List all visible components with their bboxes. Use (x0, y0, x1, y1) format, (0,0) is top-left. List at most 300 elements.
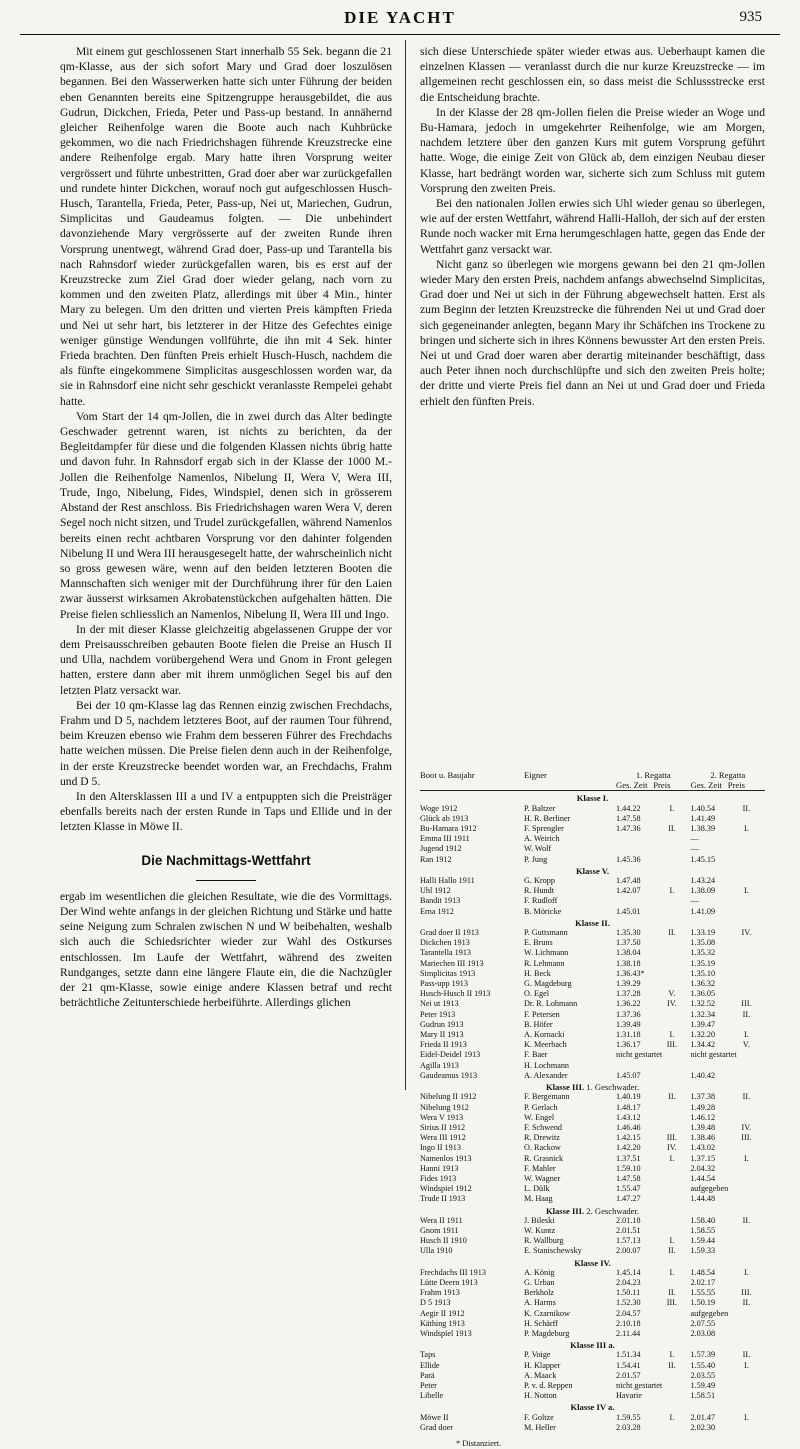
race1-time-cell: 1.36.43* (616, 968, 645, 978)
boat-cell: Peter (420, 1380, 437, 1390)
boat-cell: Nibelung II 1912 (420, 1092, 477, 1102)
race1-prize-cell (653, 834, 690, 844)
race1-prize-cell: II. (668, 1092, 676, 1102)
race1-prize-cell (653, 969, 690, 979)
race1-prize-cell: II. (668, 824, 676, 834)
race1-time-cell: 1.39.49 (616, 1019, 641, 1029)
race2-time-cell: 1.40.54 (690, 803, 716, 813)
race2-time-cell: 1.45.15 (690, 854, 716, 864)
race1-time-cell: 1.47.58 (616, 813, 641, 823)
race1-prize-cell: V. (668, 989, 676, 999)
race2-time-cell: 2.02.30 (690, 1422, 716, 1432)
results-table-block (420, 770, 765, 1449)
race1-prize-cell (653, 1371, 690, 1381)
boat-cell: Ingo II 1913 (420, 1143, 461, 1153)
owner-cell: F. Schwend (524, 1122, 563, 1132)
table-row (420, 1350, 765, 1360)
table-row (420, 1371, 765, 1381)
race1-time-cell: 1.40.19 (616, 1092, 641, 1102)
race1-prize-cell (653, 1113, 690, 1123)
race1-prize-cell (653, 938, 690, 948)
paragraph: Vom Start der 14 qm-Jollen, die in zwei durch das Alter bedingte Geschwader getrennt waren, ist nichts zu berichten, da der Begleitdampfer für diese und die folgenden Klassen nichts übrig hatte und davon fuhr. In Rahnsdorf ergab sich in der Klasse der 1000 M.-Jollen die Reihenfolge Namenlos, Nibelung II, Wera V, Wera III, Trude, Ingo, Nibelung, Fides, Windspiel, denen sich in grösserem Abstand der Rest anschloss. Bis Friedrichshagen waren Wera V, deren Segel noch nicht sitzen, und Trudel zurückgefallen, während Namenlos bereits einen recht achtbaren Vorsprung vor den dahinter folgenden Nibelung II und Wera III herausgesegelt hatte, der wahrscheinlich nicht so gross gewesen wäre, wenn auf den beiden letzteren Booten die Mannschaften sich weniger mit der Durchführung ihrer für den Laien zwar äusserst wirksamen Akrobatenstückchen aufgehalten hätten. Die Preise fielen schliesslich an Namenlos, Nibelung II, Wera III und Ingo. (60, 409, 392, 621)
race2-prize-cell (728, 1113, 765, 1123)
race1-time-cell: 1.47.58 (616, 1173, 641, 1183)
race1-prize-cell: I. (669, 1350, 675, 1360)
column-header-prize1: Preis (653, 780, 671, 791)
race1-time-cell: 1.35.30 (616, 928, 641, 938)
owner-cell: W. Wagner (524, 1173, 561, 1183)
race2-prize-cell: I. (743, 1360, 749, 1370)
race2-prize-cell (728, 1061, 765, 1071)
race2-prize-cell (728, 1071, 765, 1081)
table-row (420, 886, 765, 896)
race1-time-cell (616, 834, 653, 844)
race2-prize-cell: III. (741, 999, 752, 1009)
class-group-cell (420, 1081, 765, 1092)
boat-cell: Husch-Husch II 1913 (420, 989, 491, 999)
table-row (420, 907, 765, 917)
race1-prize-cell (653, 1391, 690, 1401)
race2-time-cell: — (690, 896, 699, 906)
race1-time-cell: nicht gestartet (616, 1050, 663, 1060)
race2-prize-cell: I. (743, 1412, 749, 1422)
race1-prize-cell (653, 1226, 690, 1236)
race2-time-cell: 1.36.05 (690, 989, 716, 999)
boat-cell: Lütte Deern 1913 (420, 1277, 478, 1287)
boat-cell: Käthing 1913 (420, 1318, 465, 1328)
class-group-cell (420, 1339, 765, 1350)
empty-cell (420, 780, 524, 791)
owner-cell: W. Kuntz (524, 1225, 556, 1235)
column-header-owner: Eigner (524, 770, 547, 780)
owner-cell: R. Grasnick (524, 1153, 564, 1163)
race1-prize-cell (653, 1329, 690, 1339)
race2-time-cell: aufgegeben (690, 1308, 729, 1318)
class-group-cell (420, 792, 765, 803)
race1-time-cell: 1.46.46 (616, 1122, 641, 1132)
race2-prize-cell: II. (742, 1350, 751, 1360)
race1-prize-cell (653, 1061, 690, 1071)
class-group-cell (420, 1257, 765, 1268)
race1-prize-cell: II. (668, 928, 676, 938)
table-row (420, 938, 765, 948)
boat-cell: Grad doer II 1913 (420, 928, 479, 938)
table-row (420, 948, 765, 958)
race1-time-cell: 1.31.18 (616, 1030, 641, 1040)
race2-time-cell: aufgegeben (690, 1184, 729, 1194)
boat-cell: Bu-Hamara 1912 (420, 824, 477, 834)
boat-cell: Frieda II 1913 (420, 1040, 467, 1050)
class-label: Klasse IV a. (570, 1402, 615, 1413)
boat-cell: Glück ab 1913 (420, 813, 469, 823)
race1-time-cell: 2.01.57 (616, 1370, 641, 1380)
table-row (420, 1123, 765, 1133)
race1-prize-cell: IV. (667, 1143, 677, 1153)
class-label: Klasse II. (575, 917, 610, 928)
owner-cell: H. Beck (524, 968, 551, 978)
table-row (420, 1413, 765, 1423)
race2-prize-cell (728, 1143, 765, 1153)
race2-prize-cell (728, 1164, 765, 1174)
owner-cell: R. Hundt (524, 886, 555, 896)
owner-cell: B. Höfer (524, 1019, 553, 1029)
page-header (0, 8, 800, 30)
race2-time-cell: 1.49.28 (690, 1102, 716, 1112)
race2-time-cell: 1.35.32 (690, 948, 716, 958)
table-row (420, 989, 765, 999)
race1-prize-cell (653, 1184, 690, 1194)
race1-time-cell: 1.55.47 (616, 1184, 641, 1194)
race1-time-cell: 1.37.50 (616, 938, 641, 948)
owner-cell: P. Guttsmann (524, 928, 568, 938)
race2-time-cell: 1.46.12 (690, 1112, 716, 1122)
table-row (420, 1268, 765, 1278)
table-row (420, 896, 765, 906)
race2-time-cell: 1.35.19 (690, 958, 716, 968)
column-header-time1: Ges. Zeit (616, 780, 648, 791)
boat-cell: Halli Hallo 1911 (420, 876, 475, 886)
owner-cell: P. Jung (524, 854, 548, 864)
race2-time-cell (691, 1061, 728, 1071)
boat-cell: Fides 1913 (420, 1173, 457, 1183)
race2-prize-cell: I. (743, 1030, 749, 1040)
boat-cell: Emma III 1911 (420, 834, 470, 844)
race2-time-cell: 2.07.55 (690, 1318, 716, 1328)
race2-time-cell: 2.04.32 (690, 1163, 716, 1173)
owner-cell: H. R. Berliner (524, 813, 571, 823)
owner-cell: E. Stanischewsky (524, 1246, 582, 1256)
right-column (420, 44, 765, 409)
race2-prize-cell (728, 814, 765, 824)
race2-prize-cell (728, 896, 765, 906)
boat-cell: Libelle (420, 1391, 444, 1401)
race1-prize-cell: I. (669, 1412, 675, 1422)
owner-cell: K. Meerbach (524, 1040, 567, 1050)
boat-cell: Uhl 1912 (420, 886, 451, 896)
race1-prize-cell: III. (666, 1298, 677, 1308)
race2-prize-cell: I. (743, 886, 749, 896)
class-label: Klasse V. (575, 865, 610, 876)
class-group-row (420, 1205, 765, 1216)
race1-time-cell: 1.45.07 (616, 1070, 641, 1080)
race2-time-cell: 1.41.49 (690, 813, 716, 823)
footnote: * Distanziert. (456, 1439, 502, 1448)
boat-cell: Gaudeamus 1913 (420, 1070, 478, 1080)
race1-time-cell: 1.42.20 (616, 1143, 641, 1153)
boat-cell: Wera V 1913 (420, 1112, 464, 1122)
race2-prize-cell (728, 938, 765, 948)
boat-cell: Taps (420, 1350, 436, 1360)
boat-cell: Woge 1912 (420, 803, 458, 813)
table-row (420, 1174, 765, 1184)
table-row (420, 1061, 765, 1071)
paragraph: Mit einem gut geschlossenen Start innerhalb 55 Sek. begann die 21 qm-Klasse, aus der sich sofort Mary und Grad doer loszulösen begannen. Bei den Wasserwerken hatte sich unter Führung der beiden eben Genannten bereits eine Spitzengruppe herausgebildet, die aus Gudrun, Dickchen, Frieda, Peter und Pass-up bestand. In annähernd gleicher Reihenfolge waren die Boote auch nach Kuhbrücke gekommen, wo die nach Friedrichshagen führende Kreuzstrecke eine andere Reihenfolge ergab. Mary hatte ihren Vorsprung weiter vergrössert und führte unbestritten, Grad doer aber war zurückgefallen und rundete hinter Dickchen, worauf noch gut aufgeschlossen Husch-Husch, Tarantella, Frieda, Peter, Pass-up, Nei ut, Mariechen, Gudrun, Simplicitas und Gaudeamus folgten. — Die unbehindert davonziehende Mary vergrösserte auf der zweiten Runde ihren Vorsprung unentwegt, während Grad doer, Pass-up und Tarantella bis nach Rahnsdorf wieder zurückgefallen waren, bis es erst auf der Kreuzstrecke zum Ziel Grad doer wieder gelang, nach vorn zu kommen und den zweiten Platz, allerdings mit über 4 Min., hinter Mary zu belegen. Um den dritten und vierten Preis kämpften Frieda und Nei ut sehr hart, bis letzterer in der Hitze des Gefechtes einige weniger günstige Wendungen vollführte, die ihn mit 4 Sek. hinter Frieda brachten. Den fünften Preis erhielt Husch-Husch, nachdem die als fünfte eingekommene Simplicitas ausgeschlossen worden war, da sie in Rahnsdorf eine nicht sehr geschickt veranlasste Rempelei gehabt hatte. (60, 45, 392, 408)
owner-cell: A. Alexander (524, 1070, 568, 1080)
table-row (420, 928, 765, 938)
race2-prize-cell (728, 876, 765, 886)
race1-prize-cell: I. (669, 1153, 675, 1163)
paragraph: sich diese Unterschiede später wieder etwas aus. Ueberhaupt kamen die einzelnen Klassen — veranlasst durch die nur kurze Kreuzstrecke — im allgemeinen recht geschlossen ein, so dass meist die Schlussstrecke erst die Entscheidung brachte. (420, 45, 765, 104)
page-number: 935 (739, 9, 762, 25)
table-row (420, 1278, 765, 1288)
table-row (420, 804, 765, 814)
race1-time-cell: 2.10.18 (616, 1318, 641, 1328)
race2-time-cell: 1.58.40 (690, 1215, 716, 1225)
race2-time-cell: 1.35.10 (690, 968, 716, 978)
race2-time-cell: 1.38.46 (690, 1133, 716, 1143)
race1-prize-cell (653, 1164, 690, 1174)
race2-time-cell: 1.38.09 (690, 886, 716, 896)
boat-cell: D 5 1913 (420, 1298, 451, 1308)
boat-cell: Ulla 1910 (420, 1246, 453, 1256)
owner-cell: L. Dülk (524, 1184, 550, 1194)
table-row (420, 969, 765, 979)
race2-prize-cell (728, 1423, 765, 1433)
race1-time-cell: 1.44.22 (616, 803, 641, 813)
race2-time-cell: 2.03.08 (690, 1328, 716, 1338)
race1-time-cell: 1.50.11 (616, 1288, 641, 1298)
boat-cell: Wera II 1911 (420, 1215, 463, 1225)
race1-prize-cell: III. (666, 1040, 677, 1050)
race1-time-cell: 1.54.41 (616, 1360, 641, 1370)
boat-cell: Wera III 1912 (420, 1133, 466, 1143)
race1-time-cell: 1.42.07 (616, 886, 641, 896)
table-row (420, 1361, 765, 1371)
race1-prize-cell (653, 907, 690, 917)
race2-time-cell: 2.02.17 (690, 1277, 716, 1287)
class-group-row (420, 1339, 765, 1350)
boat-cell: Windspiel 1913 (420, 1328, 472, 1338)
owner-cell: P. v. d. Reppen (524, 1380, 573, 1390)
boat-cell: Aegir II 1912 (420, 1308, 465, 1318)
class-note: 2. Geschwader. (586, 1205, 640, 1216)
owner-cell: F. Goltze (524, 1412, 554, 1422)
race1-time-cell: 2.03.28 (616, 1422, 641, 1432)
race1-time-cell: 2.04.57 (616, 1308, 641, 1318)
race1-prize-cell (653, 948, 690, 958)
boat-cell: Bandit 1913 (420, 896, 461, 906)
class-group-cell (420, 1205, 765, 1216)
boat-cell: Möwe II (420, 1412, 449, 1422)
race1-prize-cell: II. (668, 1288, 676, 1298)
table-row (420, 1216, 765, 1226)
race2-prize-cell (728, 1391, 765, 1401)
race2-prize-cell: III. (741, 1288, 752, 1298)
race1-prize-cell: I. (669, 1030, 675, 1040)
boat-cell: Dickchen 1913 (420, 938, 470, 948)
owner-cell: M. Heller (524, 1422, 556, 1432)
boat-cell: Erna 1912 (420, 906, 454, 916)
race2-prize-cell (728, 1278, 765, 1288)
race1-prize-cell: IV. (667, 999, 677, 1009)
column-divider (405, 40, 406, 1090)
boat-cell: Gudrun 1913 (420, 1019, 464, 1029)
race1-prize-cell (653, 855, 690, 865)
table-row (420, 834, 765, 844)
race2-time-cell: 1.36.32 (690, 979, 716, 989)
boat-cell: Parä (420, 1370, 435, 1380)
table-row (420, 1071, 765, 1081)
table-row (420, 824, 765, 834)
race2-prize-cell (728, 989, 765, 999)
race1-time-cell: 1.45.01 (616, 906, 641, 916)
race2-time-cell: 2.03.55 (690, 1370, 716, 1380)
race2-time-cell: 1.58.51 (690, 1391, 716, 1401)
table-row (420, 1184, 765, 1194)
owner-cell: H. Klapper (524, 1360, 561, 1370)
left-column (60, 44, 392, 1010)
race2-time-cell: nicht gestartet (690, 1050, 737, 1060)
owner-cell: E. Bruns (524, 938, 553, 948)
table-subheader-row (420, 780, 765, 791)
race1-prize-cell (653, 1423, 690, 1433)
race2-prize-cell (728, 1381, 765, 1391)
race1-prize-cell (653, 1278, 690, 1288)
owner-cell: O. Rackow (524, 1143, 561, 1153)
race2-prize-cell: V. (742, 1040, 750, 1050)
race2-time-cell: 1.59.44 (690, 1236, 716, 1246)
paragraph: Nicht ganz so überlegen wie morgens gewann bei den 21 qm-Jollen wieder Mary den ersten Preis, nachdem anfangs abwechselnd Simplicitas, Grad doer und Nei ut sich in der Führung abgewechselt hatten. Erst als zum Beginn der letzten Kreuzstrecke die führenden Nei ut und Grad doer sich gegeneinander anlegten, begann Mary ihr Schäfchen ins Trockene zu bringen und sicherte sich in ihres Könnens bewusster Art den ersten Preis. Nei ut und Grad doer waren aber derartig miteinander beschäftigt, dass auch Peter ihnen noch durchschlüpfte und sich den zweiten Preis holte; der dritte und vierte Preis fiel dann an Nei ut und Grad doer und Frieda erhielt den fünften Preis. (420, 257, 765, 408)
running-title: DIE YACHT (344, 8, 456, 27)
race2-prize-cell (728, 1226, 765, 1236)
class-label: Klasse IV. (574, 1257, 611, 1268)
race2-prize-cell (728, 1329, 765, 1339)
race1-time-cell: 1.37.36 (616, 1009, 641, 1019)
race1-prize-cell (653, 896, 690, 906)
race2-prize-cell: II. (742, 1009, 751, 1019)
race1-prize-cell (653, 1071, 690, 1081)
owner-cell: O. Egel (524, 989, 550, 999)
column-header-race1: 1. Regatta (635, 770, 671, 780)
race1-prize-cell: II. (668, 1246, 676, 1256)
paragraph: In der mit dieser Klasse gleichzeitig abgelassenen Gruppe der vor dem Preisausschreiben gebauten Boote fielen die Preise an Husch II und Ulla, nachdem vorübergehend Wera und Gnom in Front gelegen hatten, erstere dann aber mit ihrem unmöglichen Segel bis auf den letzten Platz versackt war. (60, 622, 392, 697)
boat-cell: Tarantella 1913 (420, 948, 472, 958)
boat-cell: Frahm 1913 (420, 1288, 460, 1298)
column-header-race2: 2. Regatta (710, 770, 746, 780)
race1-time-cell: 1.47.27 (616, 1194, 641, 1204)
race1-time-cell: 1.57.13 (616, 1236, 641, 1246)
boat-cell: Jugend 1912 (420, 844, 462, 854)
race2-prize-cell (728, 844, 765, 854)
race1-time-cell: 1.47.48 (616, 876, 641, 886)
race1-prize-cell (653, 1020, 690, 1030)
table-row (420, 1298, 765, 1308)
race1-prize-cell (653, 959, 690, 969)
race2-time-cell: 1.55.40 (690, 1360, 716, 1370)
race1-time-cell: 1.59.55 (616, 1412, 641, 1422)
race1-time-cell: 1.43.12 (616, 1112, 641, 1122)
race2-time-cell: 1.32.34 (690, 1009, 716, 1019)
boat-cell: Pass-upp 1913 (420, 979, 468, 989)
race1-prize-cell (653, 1010, 690, 1020)
owner-cell: G. Urban (524, 1277, 555, 1287)
race2-prize-cell: IV. (741, 1122, 752, 1132)
column-header-boat: Boot u. Baujahr (420, 770, 475, 780)
owner-cell: H. Notton (524, 1391, 557, 1401)
race2-prize-cell: II. (742, 1215, 751, 1225)
heading-rule (196, 880, 256, 881)
class-group-row (420, 1257, 765, 1268)
owner-cell: F. Bergemann (524, 1092, 570, 1102)
paragraph: Bei den nationalen Jollen erwies sich Uhl wieder genau so überlegen, wie auf der ersten Wettfahrt, während Halli-Halloh, der sich auf der ersten Runde noch wacker mit Erna herumgeschlagen hatte, gegen das Ende der Wettfahrt ganz versackt war. (420, 197, 765, 256)
race2-time-cell: 1.44.48 (690, 1194, 716, 1204)
race2-prize-cell (728, 1371, 765, 1381)
table-row (420, 844, 765, 854)
class-group-row (420, 917, 765, 928)
race2-prize-cell (728, 1309, 765, 1319)
race1-prize-cell: I. (669, 886, 675, 896)
race1-time-cell: 1.37.28 (616, 989, 641, 999)
paragraph: In der Klasse der 28 qm-Jollen fielen die Preise wieder an Woge und Bu-Hamara, jedoch in umgekehrter Reihenfolge, wie am Morgen, nachdem letztere über den ganzen Kurs mit gutem Vorsprung geführt hatte. Woge, die einige Zeit von Glück ab, dem einzigen Neubau dieser Klasse, hart bedrängt worden war, sicherte sich zum Schluss mit gutem Vorsprung den zweiten Preis. (420, 105, 765, 195)
race2-prize-cell (728, 1236, 765, 1246)
owner-cell: W. Engel (524, 1112, 555, 1122)
race1-time-cell: 1.42.15 (616, 1133, 641, 1143)
race2-prize-cell (728, 1184, 765, 1194)
table-row (420, 1391, 765, 1401)
boat-cell: Eidel-Deidel 1913 (420, 1050, 481, 1060)
race1-time-cell: 1.51.34 (616, 1350, 641, 1360)
race1-time-cell (616, 896, 653, 906)
race2-time-cell: 1.33.19 (690, 928, 716, 938)
race2-time-cell: 1.48.54 (690, 1267, 716, 1277)
race1-prize-cell (653, 1319, 690, 1329)
race1-time-cell: 1.48.17 (616, 1102, 641, 1112)
owner-cell: Berkholz (524, 1288, 555, 1298)
table-row (420, 1236, 765, 1246)
race2-prize-cell (728, 948, 765, 958)
owner-cell: A. Maack (524, 1370, 557, 1380)
table-row (420, 1319, 765, 1329)
class-label: Klasse III. (545, 1082, 585, 1093)
race1-prize-cell (653, 1309, 690, 1319)
boat-cell: Sirius II 1912 (420, 1122, 466, 1132)
owner-cell: K. Czarnikow (524, 1308, 570, 1318)
race1-time-cell: 1.37.51 (616, 1153, 641, 1163)
race1-time-cell (616, 1061, 653, 1071)
class-label: Klasse III a. (570, 1340, 615, 1351)
race2-time-cell: 1.40.42 (690, 1070, 716, 1080)
table-row (420, 1050, 765, 1060)
owner-cell: P. Voige (524, 1350, 551, 1360)
owner-cell: Dr. R. Lohmann (524, 999, 578, 1009)
owner-cell: P. Baltzer (524, 803, 556, 813)
owner-cell: A. Weirich (524, 834, 560, 844)
race2-prize-cell: II. (742, 803, 751, 813)
boat-cell: Peter 1913 (420, 1009, 456, 1019)
race2-prize-cell: I. (743, 1267, 749, 1277)
table-row (420, 1133, 765, 1143)
race2-time-cell: 1.41.09 (690, 906, 716, 916)
class-note: 1. Geschwader. (586, 1082, 640, 1093)
owner-cell: R. Lehmann (524, 958, 565, 968)
race2-time-cell: 1.43.24 (690, 876, 716, 886)
race1-time-cell: nicht gestartet (616, 1380, 663, 1390)
race1-time-cell: 2.00.07 (616, 1246, 641, 1256)
race2-time-cell: 1.32.20 (690, 1030, 716, 1040)
race1-prize-cell (653, 844, 690, 854)
race2-time-cell: 1.32.52 (690, 999, 716, 1009)
race2-time-cell: 1.37.15 (690, 1153, 716, 1163)
race1-prize-cell (653, 1216, 690, 1226)
class-group-row (420, 1081, 765, 1092)
owner-cell: B. Möricke (524, 906, 562, 916)
race1-prize-cell: I. (669, 1236, 675, 1246)
race2-time-cell: — (690, 844, 699, 854)
section-heading: Die Nachmittags-Wettfahrt (141, 852, 311, 868)
class-group-cell (420, 917, 765, 928)
table-row (420, 1030, 765, 1040)
owner-cell: A. Kornacki (524, 1030, 565, 1040)
